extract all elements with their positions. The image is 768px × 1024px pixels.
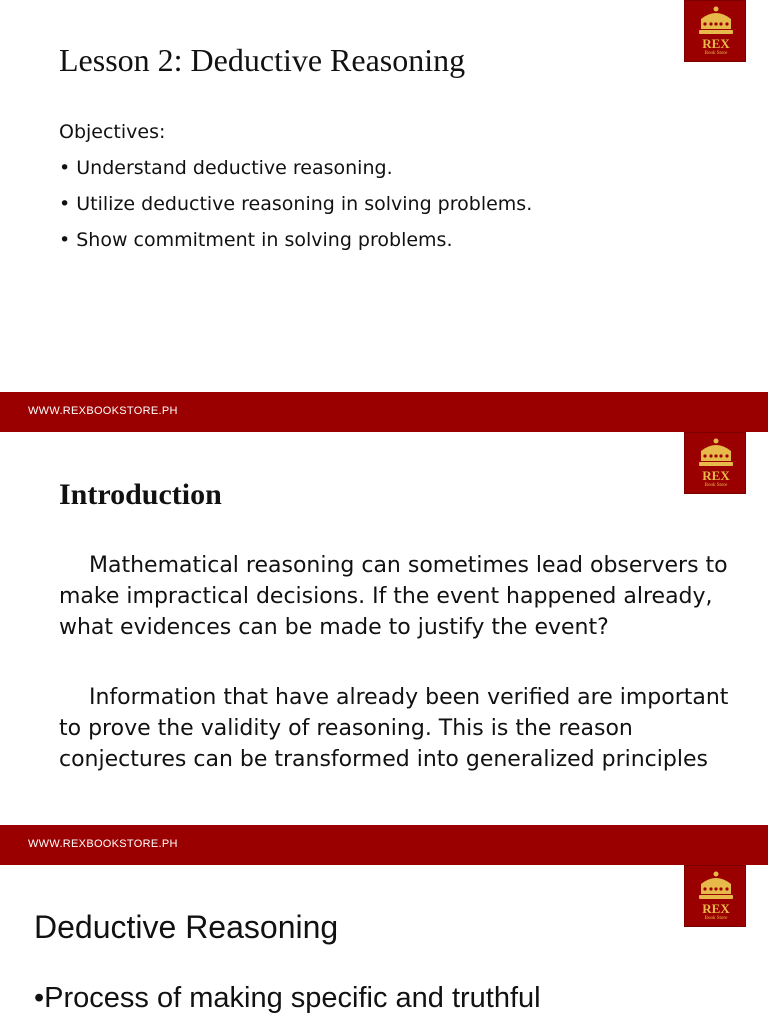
- objective-item: • Show commitment in solving problems.: [59, 229, 453, 251]
- objective-text: Utilize deductive reasoning in solving problems.: [76, 193, 533, 215]
- slide-2: [0, 432, 768, 825]
- footer-url[interactable]: WWW.REXBOOKSTORE.PH: [28, 405, 178, 417]
- rex-logo: [684, 432, 746, 494]
- slide-3: [0, 865, 768, 1024]
- objective-text: Show commitment in solving problems.: [76, 229, 453, 251]
- logo-subtext: Book Store: [704, 483, 728, 488]
- footer-url[interactable]: WWW.REXBOOKSTORE.PH: [28, 838, 178, 850]
- crown-icon: [685, 866, 747, 906]
- logo-text: REX: [702, 468, 730, 483]
- slide-title: Lesson 2: Deductive Reasoning: [59, 42, 466, 78]
- objectives-heading: Objectives:: [59, 121, 166, 143]
- intro-paragraph: Mathematical reasoning can sometimes lead observers to make impractical decisions. If the event happened already, what evidences can be made to justify the event?: [59, 553, 728, 640]
- objective-text: Understand deductive reasoning.: [76, 157, 393, 179]
- logo-text: REX: [702, 901, 730, 916]
- objective-item: • Utilize deductive reasoning in solving problems.: [59, 193, 533, 215]
- crown-icon: [685, 1, 747, 41]
- footer-bar: [0, 392, 768, 432]
- bullet-text: Process of making specific and truthful: [44, 982, 541, 1014]
- logo-subtext: Book Store: [704, 51, 728, 56]
- intro-paragraph: Information that have already been verified are important to prove the validity of reasoning. This is the reason conjectures can be transformed into generalized principles: [59, 685, 729, 772]
- footer-bar: [0, 825, 768, 865]
- rex-logo: [684, 0, 746, 62]
- logo-text: REX: [702, 36, 730, 51]
- slide-title: Introduction: [59, 478, 222, 511]
- slide-1: [0, 0, 768, 392]
- rex-logo: [684, 865, 746, 927]
- slide-title: Deductive Reasoning: [34, 909, 339, 945]
- objectives-list: [59, 118, 532, 262]
- logo-subtext: Book Store: [704, 916, 728, 921]
- bullet-item: •Process of making specific and truthful: [34, 982, 541, 1014]
- objective-item: • Understand deductive reasoning.: [59, 157, 393, 179]
- crown-icon: [685, 433, 747, 473]
